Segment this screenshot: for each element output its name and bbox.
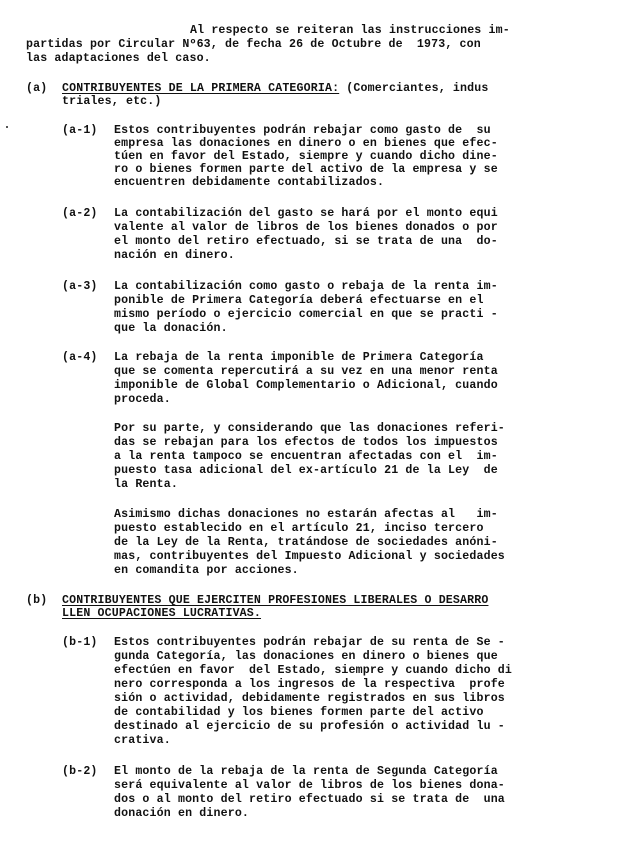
item-line: la Renta. <box>114 478 178 491</box>
item-line: a la renta tampoco se encuentran afectadas con el im- <box>114 450 498 463</box>
item-line: imponible de Global Complementario o Adicional, cuando <box>114 379 498 392</box>
item-line: mismo período o ejercicio comercial en que se practi - <box>114 308 498 321</box>
item-marker: (a-2) <box>62 207 98 220</box>
section-a-heading-line2: triales, etc.) <box>62 95 162 108</box>
item-line: valente al valor de libros de los bienes donados o por <box>114 221 498 234</box>
item-line: destinado al ejercicio de su profesión o actividad lu - <box>114 720 505 733</box>
item-line: dos o al monto del retiro efectuado si se trata de una <box>114 793 505 806</box>
item-marker: (a-3) <box>62 280 98 293</box>
item-line: La contabilización del gasto se hará por el monto equi <box>114 207 498 220</box>
item-line: el monto del retiro efectuado, si se trata de una do- <box>114 235 498 248</box>
item-line: Por su parte, y considerando que las donaciones referi- <box>114 422 505 435</box>
item-line: nero corresponda a los ingresos de la respectiva profe <box>114 678 505 691</box>
item-marker: (b-1) <box>62 636 98 649</box>
section-a-heading-rest: (Comerciantes, indus <box>339 82 489 95</box>
section-a-heading <box>62 82 488 95</box>
item-line: La rebaja de la renta imponible de Primera Categoría <box>114 351 484 364</box>
section-b-heading-line2: LLEN OCUPACIONES LUCRATIVAS. <box>62 607 262 620</box>
item-line: empresa las donaciones en dinero o en bienes que efec- <box>114 137 498 150</box>
item-line: proceda. <box>114 393 171 406</box>
section-b-marker: (b) <box>26 594 48 607</box>
item-line: de contabilidad y los bienes formen parte del activo <box>114 706 484 719</box>
item-line: efectúen en favor del Estado, siempre y cuando dicho di <box>114 664 513 677</box>
intro-line: Al respecto se reiteran las instrucciones im- <box>190 24 510 37</box>
intro-line: partidas por Circular Nº63, de fecha 26 de Octubre de 1973, con <box>26 38 481 51</box>
item-line: gunda Categoría, las donaciones en dinero o bienes que <box>114 650 498 663</box>
item-line: La contabilización como gasto o rebaja de la renta im- <box>114 280 498 293</box>
item-line: puesto tasa adicional del ex-artículo 21 de la Ley de <box>114 464 498 477</box>
item-line: sión o actividad, debidamente registrados en sus libros <box>114 692 505 705</box>
section-b-heading: CONTRIBUYENTES QUE EJERCITEN PROFESIONES LIBERALES O DESARRO <box>62 594 489 607</box>
item-marker: (b-2) <box>62 765 98 778</box>
item-line: que se comenta repercutirá a su vez en una menor renta <box>114 365 498 378</box>
item-line: túen en favor del Estado, siempre y cuando dicho dine- <box>114 150 498 163</box>
item-line: ro o bienes formen parte del activo de la empresa y se <box>114 163 498 176</box>
item-line: crativa. <box>114 734 171 747</box>
scan-speck <box>6 126 8 128</box>
item-line: Estos contribuyentes podrán rebajar de su renta de Se - <box>114 636 505 649</box>
item-line: puesto establecido en el artículo 21, inciso tercero <box>114 522 484 535</box>
item-line: nación en dinero. <box>114 249 235 262</box>
item-line: encuentren debidamente contabilizados. <box>114 176 385 189</box>
item-line: El monto de la rebaja de la renta de Segunda Categoría <box>114 765 498 778</box>
item-line: en comandita por acciones. <box>114 564 299 577</box>
item-line: mas, contribuyentes del Impuesto Adicional y sociedades <box>114 550 505 563</box>
item-marker: (a-1) <box>62 124 98 137</box>
item-line: das se rebajan para los efectos de todos los impuestos <box>114 436 498 449</box>
item-marker: (a-4) <box>62 351 98 364</box>
item-line: será equivalente al valor de libros de los bienes dona- <box>114 779 505 792</box>
item-line: de la Ley de la Renta, tratándose de sociedades anóni- <box>114 536 498 549</box>
item-line: Asimismo dichas donaciones no estarán afectas al im- <box>114 508 498 521</box>
item-line: que la donación. <box>114 322 228 335</box>
section-a-heading-underlined: CONTRIBUYENTES DE LA PRIMERA CATEGORIA: <box>62 82 340 95</box>
intro-line: las adaptaciones del caso. <box>26 52 211 65</box>
item-line: donación en dinero. <box>114 807 250 820</box>
item-line: ponible de Primera Categoría deberá efectuarse en el <box>114 294 484 307</box>
item-line: Estos contribuyentes podrán rebajar como gasto de su <box>114 124 491 137</box>
section-a-marker: (a) <box>26 82 48 95</box>
